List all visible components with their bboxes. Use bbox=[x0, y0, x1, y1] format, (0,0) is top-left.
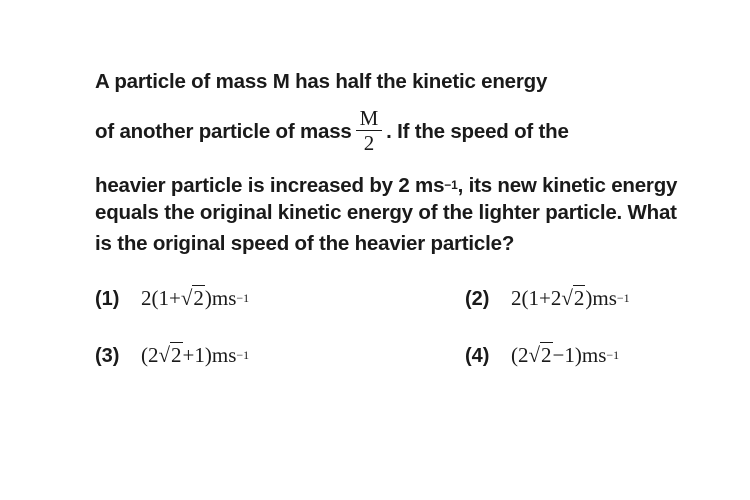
question-line-3 bbox=[95, 174, 677, 198]
option-3[interactable] bbox=[95, 343, 249, 368]
question-line-2 bbox=[95, 108, 569, 157]
fraction-denominator: 2 bbox=[363, 131, 374, 155]
option-3-exponent: −1 bbox=[236, 348, 250, 362]
option-2-radicand: 2 bbox=[573, 286, 585, 310]
option-2-pre: 2(1+2 bbox=[511, 286, 562, 310]
option-3-label: (3) bbox=[95, 345, 120, 367]
question-line-5: is the original speed of the heavier particle? bbox=[95, 232, 515, 255]
option-1[interactable] bbox=[95, 286, 249, 311]
question-line-3-suffix: , its new kinetic energy bbox=[457, 174, 678, 197]
question-line-1: A particle of mass M has half the kinetic energy bbox=[95, 70, 548, 93]
option-3-post: +1)ms bbox=[182, 343, 237, 367]
question-line-2-suffix: . If the speed of the bbox=[386, 119, 569, 143]
sqrt-symbol: √2 bbox=[180, 286, 204, 310]
sqrt-symbol: √2 bbox=[561, 286, 585, 310]
mass-fraction bbox=[356, 106, 382, 155]
option-4-expression bbox=[511, 343, 619, 367]
option-2-expression bbox=[511, 286, 630, 310]
option-3-expression bbox=[141, 343, 249, 367]
option-4-label: (4) bbox=[465, 345, 490, 367]
sqrt-symbol: √2 bbox=[158, 343, 182, 367]
question-line-3-prefix: heavier particle is increased by 2 ms bbox=[95, 174, 445, 197]
option-4-radicand: 2 bbox=[541, 343, 552, 367]
unit-exponent: −1 bbox=[444, 178, 458, 192]
option-2[interactable] bbox=[465, 286, 630, 311]
option-1-expression bbox=[141, 286, 249, 310]
sqrt-symbol: √2 bbox=[528, 343, 552, 367]
option-1-radicand: 2 bbox=[193, 286, 204, 310]
option-2-post: )ms bbox=[585, 286, 617, 310]
option-1-pre: 2(1+ bbox=[141, 286, 181, 310]
option-4-exponent: −1 bbox=[606, 348, 620, 362]
option-2-label: (2) bbox=[465, 288, 490, 310]
option-4-post: −1)ms bbox=[552, 343, 607, 367]
option-1-label: (1) bbox=[95, 288, 120, 310]
question-line-4: equals the original kinetic energy of the lighter particle. What bbox=[95, 201, 677, 224]
option-2-exponent: −1 bbox=[616, 291, 630, 305]
option-3-radicand: 2 bbox=[171, 343, 182, 367]
fraction-numerator: M bbox=[359, 106, 379, 130]
option-3-pre: (2 bbox=[141, 343, 159, 367]
option-1-post: )ms bbox=[204, 286, 237, 310]
option-4-pre: (2 bbox=[511, 343, 529, 367]
option-4[interactable] bbox=[465, 343, 619, 368]
option-1-exponent: −1 bbox=[236, 291, 250, 305]
question-line-2-prefix: of another particle of mass bbox=[95, 119, 352, 143]
